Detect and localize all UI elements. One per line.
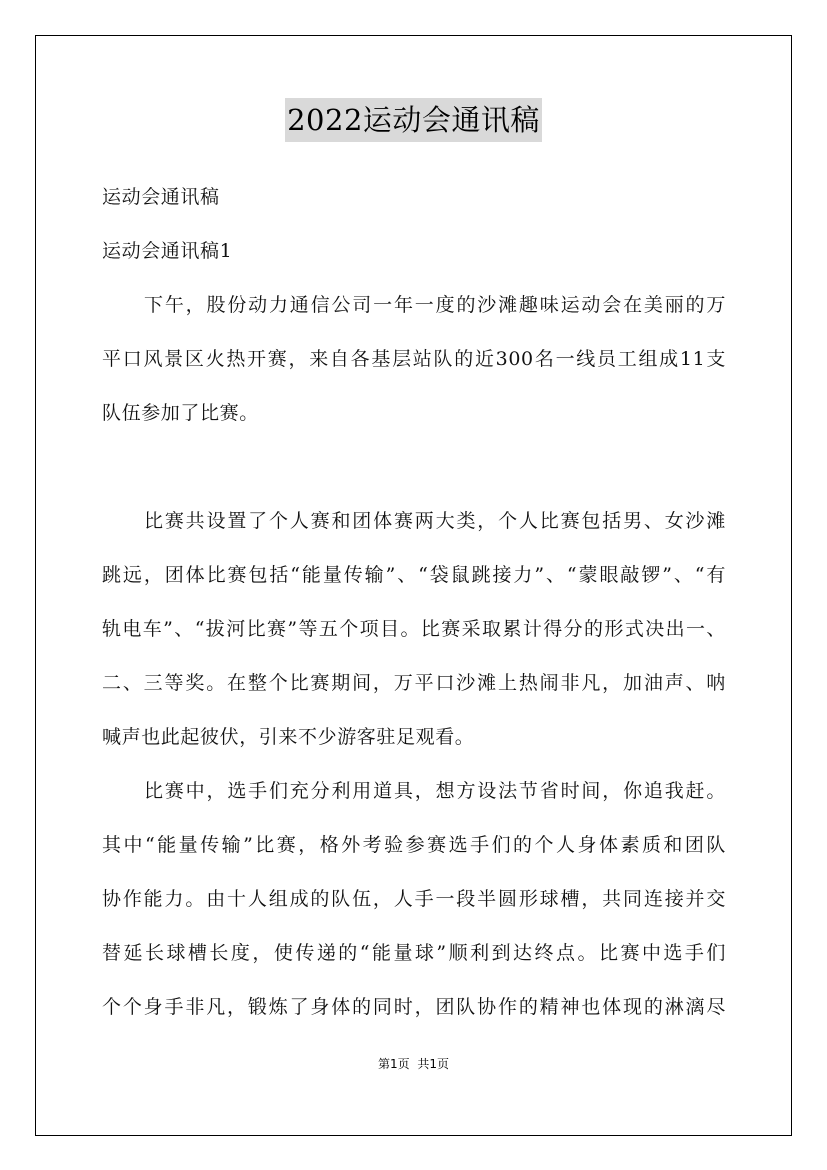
paragraph-line: 轨电车”、“拔河比赛”等五个项目。比赛采取累计得分的形式决出一、 (102, 618, 726, 640)
page-number-current: 第1页 (377, 1057, 410, 1071)
paragraph-line: 个个身手非凡，锻炼了身体的同时，团队协作的精神也体现的淋漓尽 (102, 996, 726, 1018)
document-body (102, 170, 726, 1034)
paragraph-line: 比赛中，选手们充分利用道具，想方设法节省时间，你追我赶。 (144, 780, 726, 802)
blank-line (102, 440, 726, 494)
paragraph-line: 下午，股份动力通信公司一年一度的沙滩趣味运动会在美丽的万 (144, 294, 726, 316)
paragraph-line: 跳远，团体比赛包括“能量传输”、“袋鼠跳接力”、“蒙眼敲锣”、“有 (102, 564, 726, 586)
title-container (0, 98, 827, 142)
document-title: 2022运动会通讯稿 (285, 98, 542, 142)
paragraph-line: 替延长球槽长度，使传递的“能量球”顺利到达终点。比赛中选手们 (102, 942, 726, 964)
page-number-total: 共1页 (417, 1057, 450, 1071)
section-heading: 运动会通讯稿 (102, 186, 220, 208)
paragraph-line: 平口风景区火热开赛，来自各基层站队的近300名一线员工组成11支 (102, 348, 726, 370)
subsection-heading: 运动会通讯稿1 (102, 240, 233, 262)
paragraph-line: 比赛共设置了个人赛和团体赛两大类，个人比赛包括男、女沙滩 (144, 510, 726, 532)
paragraph-line: 喊声也此起彼伏，引来不少游客驻足观看。 (102, 726, 475, 748)
page-footer (0, 1055, 827, 1072)
paragraph-line: 二、三等奖。在整个比赛期间，万平口沙滩上热闹非凡，加油声、呐 (102, 672, 726, 694)
paragraph-line: 协作能力。由十人组成的队伍，人手一段半圆形球槽，共同连接并交 (102, 888, 726, 910)
paragraph-line: 队伍参加了比赛。 (102, 402, 259, 424)
paragraph-line: 其中“能量传输”比赛，格外考验参赛选手们的个人身体素质和团队 (102, 834, 726, 856)
